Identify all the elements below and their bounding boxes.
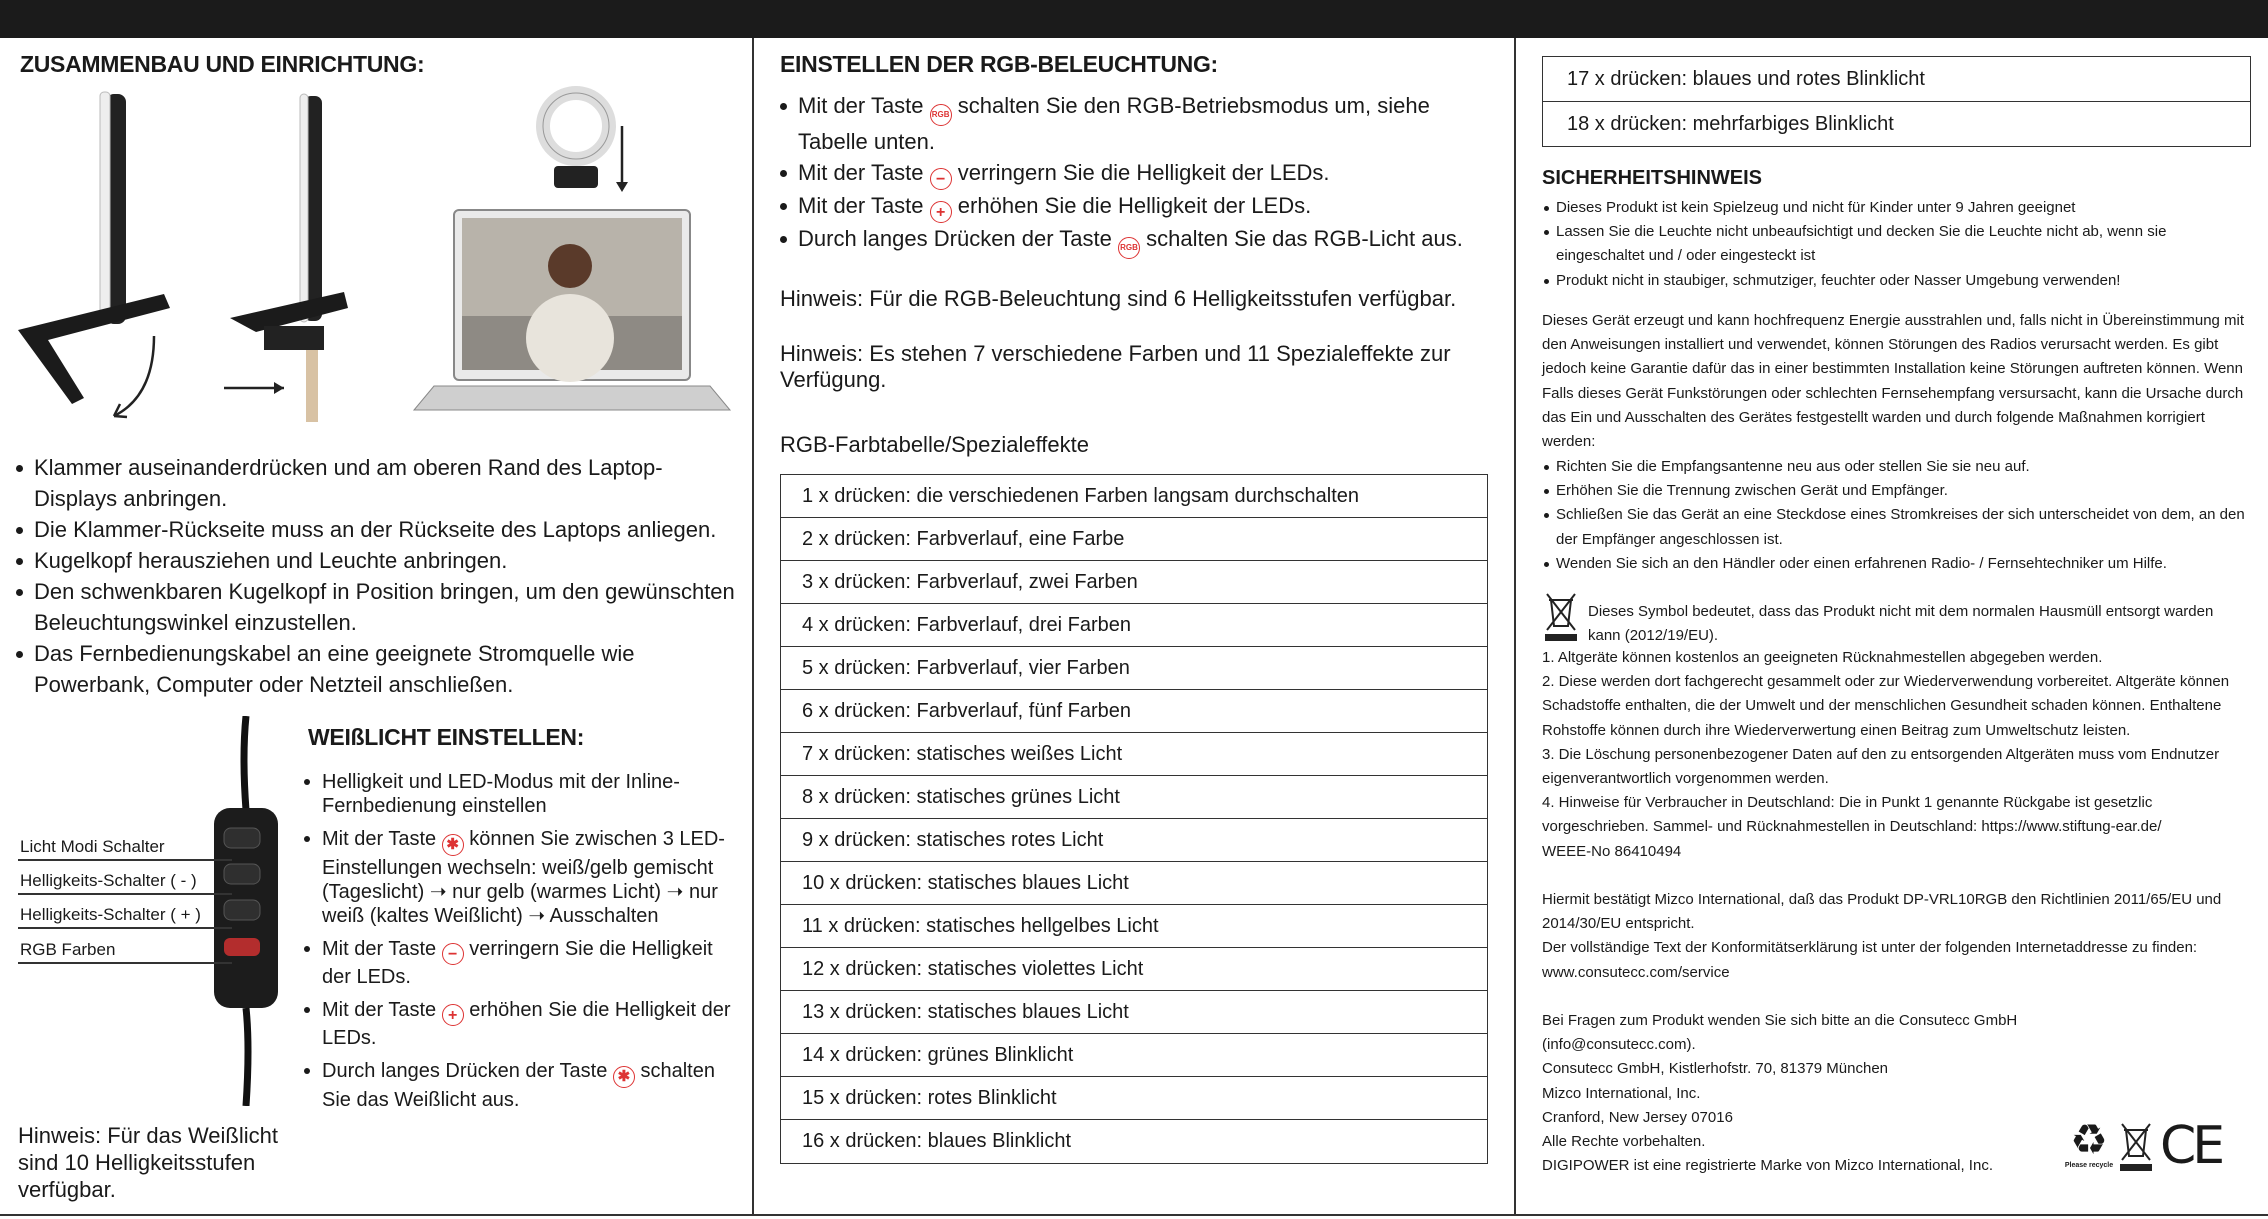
assembly-step: Die Klammer-Rückseite muss an der Rückseite des Laptops anliegen. (16, 514, 738, 545)
clamp-shape (18, 294, 170, 404)
label-line (18, 859, 232, 861)
white-light-title: WEIßLICHT EINSTELLEN: (308, 724, 585, 750)
remote-label-rgb: RGB Farben (20, 940, 116, 959)
recycle-caption: Please recycle (2064, 1162, 2114, 1169)
recycle-logo (2062, 1118, 2116, 1169)
ring-light-side-view (100, 92, 126, 324)
table-row: 10 x drücken: statisches blaues Licht (781, 862, 1487, 905)
top-bar (0, 0, 2268, 38)
minus-button-icon: − (930, 168, 952, 190)
remote-label-minus: Helligkeits-Schalter ( - ) (20, 871, 197, 890)
rgb-table-title: RGB-Farbtabelle/Spezialeffekte (780, 432, 1089, 457)
table-row: 9 x drücken: statisches rotes Licht (781, 819, 1487, 862)
weee-bin-icon (1543, 590, 1579, 642)
table-row: 7 x drücken: statisches weißes Licht (781, 733, 1487, 776)
table-row: 4 x drücken: Farbverlauf, drei Farben (781, 604, 1487, 647)
assembly-step: Das Fernbedienungskabel an eine geeignete Stromquelle wie Powerbank, Computer oder Netzteil anschließen. (16, 638, 738, 700)
safety-item: Lassen Sie die Leuchte nicht unbeaufsichtigt und decken Sie die Leuchte nicht ab, wenn sie eingeschaltet und / oder eingesteckt ist (1542, 220, 2249, 268)
contact-text: Bei Fragen zum Produkt wenden Sie sich bitte an die Consutecc GmbH (info@consutecc.com). Consutecc GmbH, Kistlerhofstr. 70, 81379 München Mizco International, Inc. Cranford, New Jersey 07016 Alle Rechte vorbehalten. DIGIPOWER ist eine registrierte Marke von Mizco International, Inc. (1542, 1012, 2018, 1175)
rgb-button-icon: RGB (1118, 237, 1140, 259)
label-line (18, 893, 232, 895)
plus-button-icon: + (930, 201, 952, 223)
white-step: Durch langes Drücken der Taste ✱ schalten Sie das Weißlicht aus. (304, 1059, 744, 1112)
table-row: 2 x drücken: Farbverlauf, eine Farbe (781, 518, 1487, 561)
label-line (18, 927, 232, 929)
assembly-illustration (14, 86, 734, 431)
rgb-note-colors: Hinweis: Es stehen 7 verschiedene Farben und 11 Spezialeffekte zur Verfügung. (780, 341, 1451, 392)
mode-button-icon: ✱ (442, 834, 464, 856)
table-row: 11 x drücken: statisches hellgelbes Licht (781, 905, 1487, 948)
white-step: Mit der Taste + erhöhen Sie die Helligkeit der LEDs. (304, 998, 744, 1050)
column-divider (1514, 38, 1516, 1214)
column-divider (752, 38, 754, 1214)
weee-symbol-text: Dieses Symbol bedeutet, dass das Produkt nicht mit dem normalen Hausmüll entsorgt warden kann (2012/19/EU). (1588, 603, 2214, 645)
rgb-step: Mit der Taste + erhöhen Sie die Helligkeit der LEDs. (780, 190, 1492, 223)
rgb-step: Durch langes Drücken der Taste RGB schalten Sie das RGB-Licht aus. (780, 223, 1492, 259)
conformity-text: Hiermit bestätigt Mizco International, daß das Produkt DP-VRL10RGB den Richtlinien 2011/65/EU und 2014/30/EU entspricht. Der vollständige Text der Konformitätserklärung ist unter der folgenden Internetaddresse zu finden: www.consutecc.com/service (1542, 891, 2222, 981)
assembly-step: Den schwenkbaren Kugelkopf in Position bringen, um den gewünschten Beleuchtungswinkel einzustellen. (16, 576, 738, 638)
table-row: 17 x drücken: blaues und rotes Blinklicht (1567, 68, 1925, 90)
bottom-rule (0, 1214, 2268, 1216)
fcc-item: Schließen Sie das Gerät an eine Steckdose eines Stromkreises der sich unterscheidet von dem, an den der Empfänger angeschlossen ist. (1542, 503, 2249, 551)
table-row: 1 x drücken: die verschiedenen Farben langsam durchschalten (781, 475, 1487, 518)
fcc-list (1542, 455, 2249, 576)
weee-point: 4. Hinweise für Verbraucher in Deutschland: Die in Punkt 1 genannte Rückgabe ist gesetzlic vorgeschrieben. Sammel- und Rücknahmestellen in Deutschland: https://www.stiftung-ear.de/ (1542, 794, 2162, 836)
rgb-step: Mit der Taste RGB schalten Sie den RGB-Betriebsmodus um, siehe Tabelle unten. (780, 90, 1492, 157)
white-step: Helligkeit und LED-Modus mit der Inline-Fernbedienung einstellen (304, 770, 744, 818)
white-light-note: Hinweis: Für das Weißlicht sind 10 Helligkeitsstufen verfügbar. (18, 1123, 278, 1202)
fcc-item: Erhöhen Sie die Trennung zwischen Gerät und Empfänger. (1542, 479, 2249, 503)
white-light-list (304, 770, 744, 1121)
table-row: 12 x drücken: statisches violettes Licht (781, 948, 1487, 991)
rgb-button-icon: RGB (930, 104, 952, 126)
weee-bin-icon (2118, 1120, 2154, 1172)
recycle-icon: ♻ (2070, 1116, 2108, 1163)
table-row: 16 x drücken: blaues Blinklicht (802, 1130, 1072, 1152)
rgb-title: EINSTELLEN DER RGB-BELEUCHTUNG: (780, 51, 1218, 77)
white-step: Mit der Taste ✱ können Sie zwischen 3 LED-Einstellungen wechseln: weiß/gelb gemischt (Tageslicht) ➝ nur gelb (warmes Licht) ➝ nur weiß (kaltes Weißlicht) ➝ Ausschalten (304, 827, 744, 928)
table-row: 14 x drücken: grünes Blinklicht (781, 1034, 1487, 1077)
weee-points (1542, 646, 2249, 864)
fcc-text: Dieses Gerät erzeugt und kann hochfrequenz Energie ausstrahlen und, falls nicht in Übereinstimmung mit den Anweisungen installiert und verwendet, können Störungen des Radios verursacht werden. Es gibt jedoch keine Garantie dafür das in einer bestimmten Installation keine Störungen auftreten können. Wenn Falls dieses Gerät Funkstörungen oder schlechten Fernsehempfang versursacht, kann die Ursache durch das Ein und Ausschalten des Gerätes festgestellt warden und durch folgende Maßnahmen korrigiert werden: (1542, 312, 2245, 451)
rgb-table-continued (1542, 56, 2251, 147)
weee-point: 1. Altgeräte können kostenlos an geeigneten Rücknahmestellen abgegeben werden. (1542, 649, 2103, 666)
table-row: 3 x drücken: Farbverlauf, zwei Farben (781, 561, 1487, 604)
assembly-step: Klammer auseinanderdrücken und am oberen Rand des Laptop-Displays anbringen. (16, 452, 738, 514)
remote-label-mode: Licht Modi Schalter (20, 837, 165, 856)
weee-point: 2. Diese werden dort fachgerecht gesammelt oder zur Wiederverwendung vorbereitet. Altgeräte können Schadstoffe enthalten, die der Umwelt und der menschlichen Gesundheit schaden können. Enthaltene Rohstoffe können durch ihre Wiederverwertung einen Beitrag zum Umweltschutz leisten. (1542, 673, 2230, 739)
rgb-step: Mit der Taste − verringern Sie die Helligkeit der LEDs. (780, 157, 1492, 190)
table-row: 13 x drücken: statisches blaues Licht (781, 991, 1487, 1034)
weee-number: WEEE-No 86410494 (1542, 842, 1682, 860)
table-row: 8 x drücken: statisches grünes Licht (781, 776, 1487, 819)
fcc-item: Wenden Sie sich an den Händler oder einen erfahrenen Radio- / Fernsehtechniker um Hilfe. (1542, 552, 2249, 576)
weee-point: 3. Die Löschung personenbezogener Daten auf den zu entsorgenden Altgeräten muss vom Endnutzer eigenverantwortlich vorgenommen werden. (1542, 745, 2220, 788)
safety-list (1542, 196, 2249, 293)
remote-label-plus: Helligkeits-Schalter ( + ) (20, 905, 201, 924)
rgb-table (780, 474, 1488, 1164)
assembly-title: ZUSAMMENBAU UND EINRICHTUNG: (20, 51, 425, 77)
table-row: 6 x drücken: Farbverlauf, fünf Farben (781, 690, 1487, 733)
table-row: 15 x drücken: rotes Blinklicht (781, 1077, 1487, 1120)
safety-title: SICHERHEITSHINWEIS (1542, 167, 1763, 189)
table-row: 5 x drücken: Farbverlauf, vier Farben (781, 647, 1487, 690)
ce-mark-icon: CE (2160, 1116, 2222, 1176)
assembly-list (16, 452, 738, 700)
mode-button-icon: ✱ (613, 1066, 635, 1088)
fcc-item: Richten Sie die Empfangsantenne neu aus oder stellen Sie sie neu auf. (1542, 455, 2249, 479)
table-row: 18 x drücken: mehrfarbiges Blinklicht (1543, 101, 2250, 146)
inline-remote (200, 716, 300, 1106)
rgb-list (780, 90, 1492, 259)
assembly-step: Kugelkopf herausziehen und Leuchte anbringen. (16, 545, 738, 576)
plus-button-icon: + (442, 1004, 464, 1026)
minus-button-icon: − (442, 943, 464, 965)
white-step: Mit der Taste − verringern Sie die Helligkeit der LEDs. (304, 937, 744, 989)
label-line (18, 962, 232, 964)
rgb-note-levels: Hinweis: Für die RGB-Beleuchtung sind 6 Helligkeitsstufen verfügbar. (780, 286, 1457, 311)
safety-item: Produkt nicht in staubiger, schmutziger, feuchter oder Nasser Umgebung verwenden! (1542, 269, 2249, 293)
safety-item: Dieses Produkt ist kein Spielzeug und nicht für Kinder unter 9 Jahren geeignet (1542, 196, 2249, 220)
